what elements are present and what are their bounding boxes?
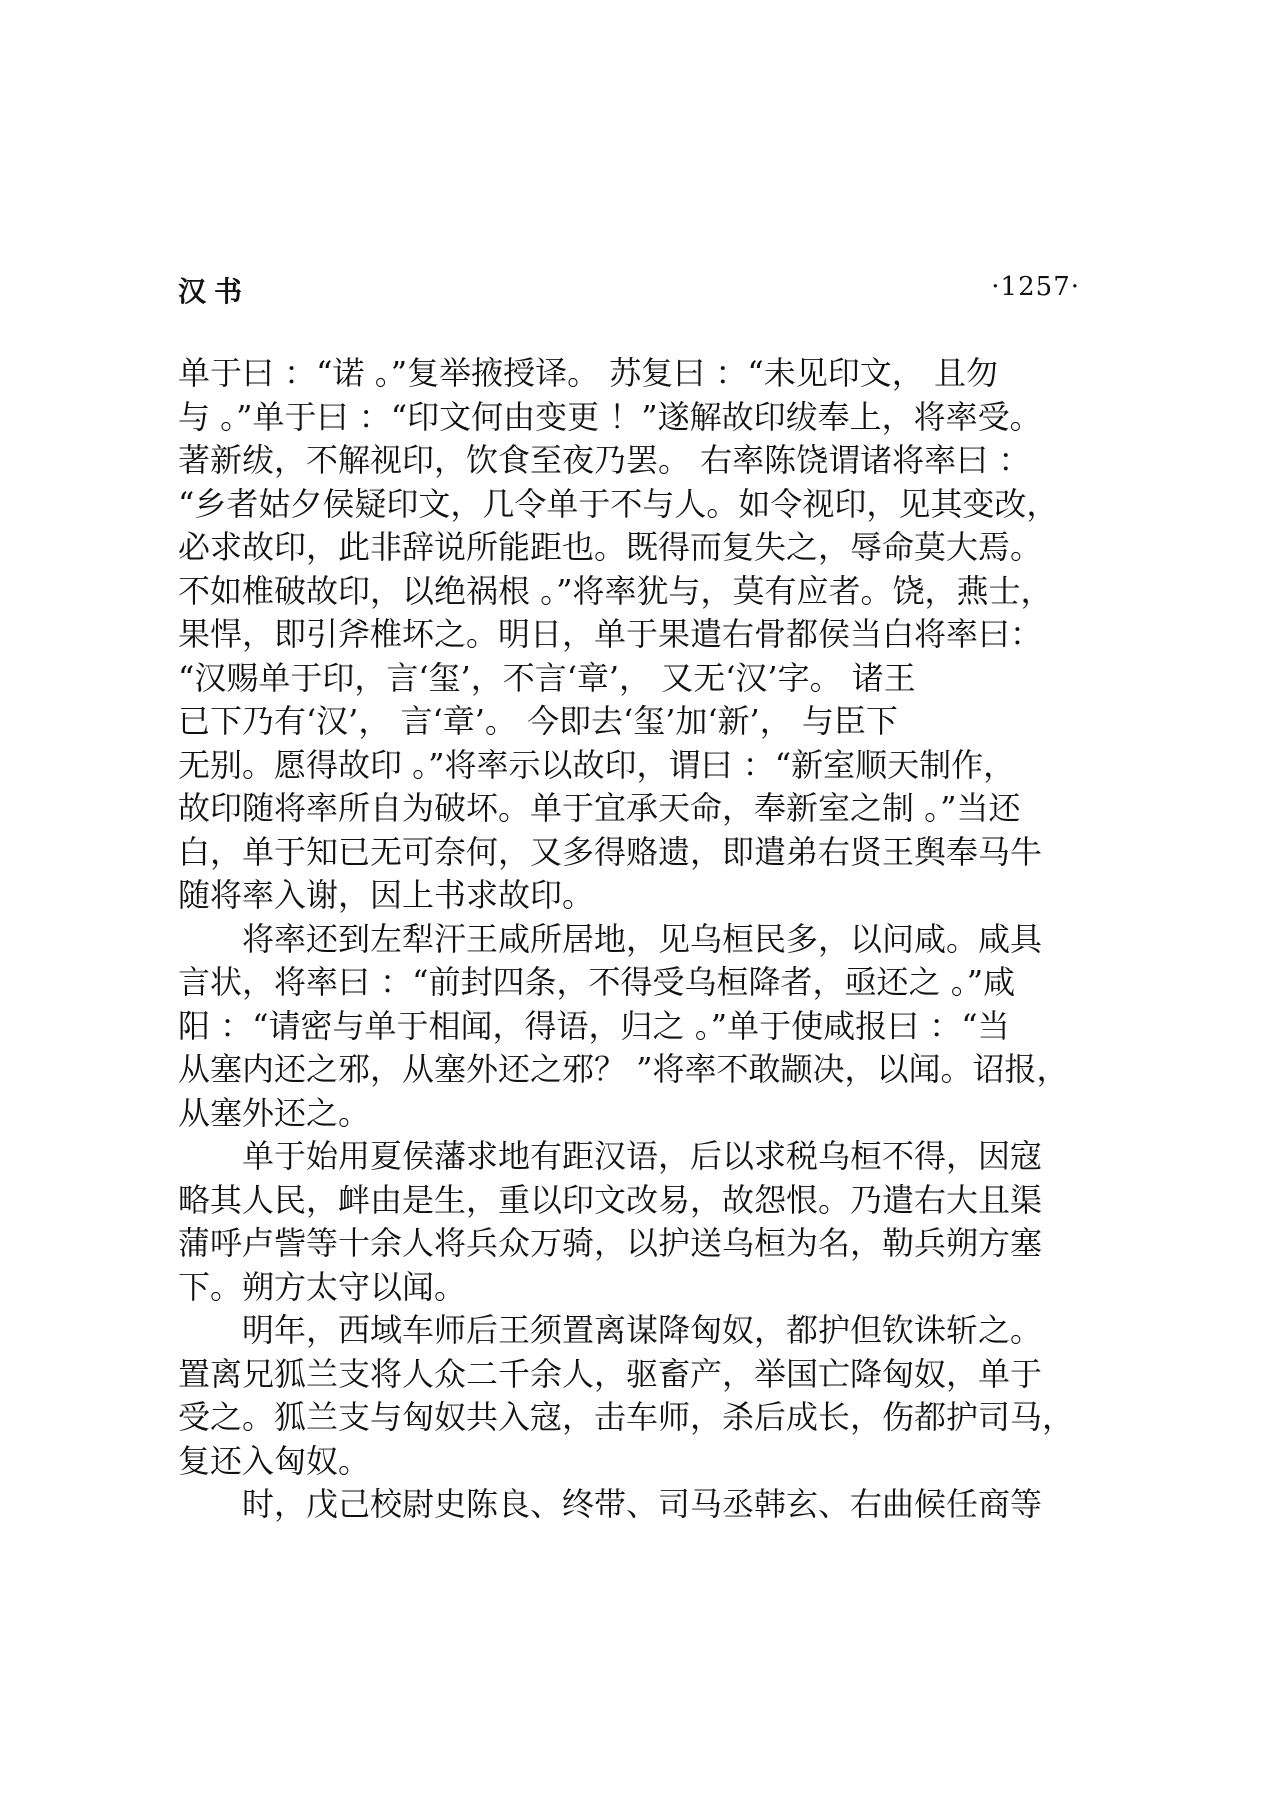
text-line: 果悍，即引斧椎坏之。明日，单于果遣右骨都侯当白将率曰： bbox=[178, 615, 1043, 653]
text-line: 阳 ：“请密与单于相闻，得语，归之 。”单于使咸报曰 ：“当 bbox=[178, 1006, 1010, 1045]
text-line: 故印随将率所自为破坏。单于宜承天命，奉新室之制 。”当还 bbox=[178, 789, 1021, 827]
text-line: 从塞外还之。 bbox=[178, 1093, 371, 1132]
text-line: 蒲呼卢訾等十余人将兵众万骑，以护送乌桓为名，勒兵朔方塞 bbox=[178, 1224, 1043, 1262]
text-line: “汉赐单于印，言‘玺’，不言‘章’， 又无‘汉’字。 诸王 bbox=[178, 658, 916, 697]
text-line: 白，单于知已无可奈何，又多得赂遗，即遣弟右贤王舆奉马牛 bbox=[178, 832, 1043, 871]
text-line: 从塞内还之邪，从塞外还之邪？ ”将率不敢颛决，以闻。诏报， bbox=[178, 1050, 1069, 1088]
text-line: 略其人民，衅由是生，重以印文改易，故怨恨。乃遣右大且渠 bbox=[178, 1180, 1043, 1219]
text-line: 无别。愿得故印 。”将率示以故印，谓曰 ：“新室顺天制作， bbox=[178, 745, 1016, 784]
text-line: 时，戊己校尉史陈良、终带、司马丞韩玄、右曲候任商等 bbox=[242, 1485, 1043, 1523]
text-line: 置离兄狐兰支将人众二千余人，驱畜产，举国亡降匈奴，单于 bbox=[178, 1354, 1043, 1393]
book-title: 汉书 bbox=[178, 275, 251, 308]
text-line: 受之。狐兰支与匈奴共入寇，击车师，杀后成长，伤都护司马， bbox=[178, 1398, 1075, 1436]
text-line: 言状，将率曰 ：“前封四条，不得受乌桓降者，亟还之 。”咸 bbox=[178, 963, 1016, 1001]
body-text bbox=[178, 352, 1080, 1527]
text-line: 随将率入谢，因上书求故印。 bbox=[178, 876, 595, 914]
text-line: 将率还到左犁汗王咸所居地，见乌桓民多，以问咸。咸具 bbox=[242, 919, 1043, 958]
running-head bbox=[178, 270, 1080, 314]
text-line: 明年，西域车师后王须置离谋降匈奴，都护但钦诛斩之。 bbox=[242, 1311, 1043, 1349]
text-line: 复还入匈奴。 bbox=[178, 1441, 371, 1480]
text-line: 下。朔方太守以闻。 bbox=[178, 1267, 467, 1306]
text-line: 与 。”单于曰 ：“印文何由变更 ！”遂解故印绂奉上，将率受。 bbox=[178, 397, 1042, 436]
text-line: 著新绂，不解视印，饮食至夜乃罢。 右率陈饶谓诸将率曰 ： bbox=[178, 441, 1031, 479]
text-line: 已下乃有‘汉’， 言‘章’。 今即去‘玺’加‘新’， 与臣下 bbox=[178, 702, 898, 740]
text-line: 不如椎破故印，以绝祸根 。”将率犹与，莫有应者。饶，燕士， bbox=[178, 571, 1053, 610]
text-line: “乡者姑夕侯疑印文，几令单于不与人。如令视印，见其变改， bbox=[178, 484, 1059, 523]
page-number: ·1257· bbox=[991, 272, 1080, 302]
text-line: 必求故印，此非辞说所能距也。既得而复失之，辱命莫大焉。 bbox=[178, 528, 1043, 566]
text-line: 单于曰 ：“诺 。”复举掖授译。 苏复曰 ：“未见印文， 且勿 bbox=[178, 354, 998, 392]
text-line: 单于始用夏侯藩求地有距汉语，后以求税乌桓不得，因寇 bbox=[242, 1137, 1043, 1175]
